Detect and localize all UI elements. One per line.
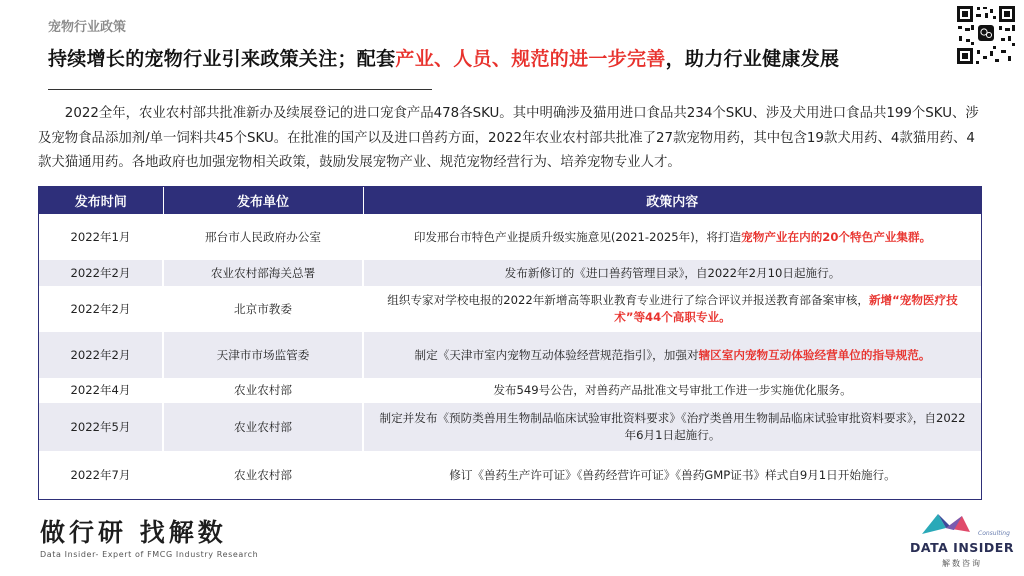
cell-date: 2022年5月 [39, 403, 163, 451]
table-row [39, 214, 981, 260]
cell-date: 2022年4月 [39, 378, 163, 403]
header-date: 发布时间 [39, 187, 163, 214]
logo-subtitle: 解数咨询 [942, 559, 982, 568]
cell-content: 制定《天津市室内宠物互动体验经营规范指引》，加强对辖区室内宠物互动体验经营单位的指导规范。 [363, 332, 981, 378]
cell-unit: 农业农村部 [163, 403, 363, 451]
cell-date: 2022年2月 [39, 332, 163, 378]
cell-content: 发布549号公告，对兽药产品批准文号审批工作进一步实施优化服务。 [363, 378, 981, 403]
cell-unit: 农业农村部海关总署 [163, 260, 363, 286]
table-row [39, 286, 981, 332]
table-row [39, 332, 981, 378]
data-insider-logo-icon [918, 510, 974, 538]
table-row [39, 403, 981, 451]
logo-name: DATA INSIDER [910, 540, 1014, 555]
highlight-text: 辖区室内宠物互动体验经营单位的指导规范 [698, 347, 919, 362]
logo-consulting: Consulting [978, 530, 1010, 537]
title-highlight: 产业、人员、规范的进一步完善 [395, 48, 666, 70]
cell-unit: 农业农村部 [163, 378, 363, 403]
cell-content: 制定并发布《预防类兽用生物制品临床试验审批资料要求》《治疗类兽用生物制品临床试验审批资料要求》，自2022年6月1日起施行。 [363, 403, 981, 451]
brand-slogan: 做行研 找解数 [40, 518, 227, 547]
page-title [48, 44, 839, 71]
cell-content: 发布新修订的《进口兽药管理目录》，自2022年2月10日起施行。 [363, 260, 981, 286]
highlight-text: 宠物产业在内的20个特色产业集群 [741, 229, 920, 244]
table-header-row [39, 187, 981, 214]
cell-date: 2022年2月 [39, 286, 163, 332]
title-part1: 持续增长的宠物行业引来政策关注；配套 [48, 48, 396, 70]
cell-date: 2022年1月 [39, 214, 163, 260]
cell-date: 2022年7月 [39, 451, 163, 499]
brand-tagline: Data Insider- Expert of FMCG Industry Research [40, 550, 259, 559]
header-content: 政策内容 [363, 187, 981, 214]
cell-content: 印发邢台市特色产业提质升级实施意见(2021-2025年)，将打造宠物产业在内的20个特色产业集群。 [363, 214, 981, 260]
intro-paragraph: 2022全年，农业农村部共批准新办及续展登记的进口宠食产品478各SKU。其中明确涉及猫用进口食品共234个SKU、涉及犬用进口食品共199个SKU、涉及宠物食品添加剂/单一饲料共45个SKU。在批准的国产以及进口兽药方面，2022年农业农村部共批准了27款宠物用药，其中包含19款犬用药、4款猫用药、4款犬猫通用药。各地政府也加强宠物相关政策，鼓励发展宠物产业、规范宠物经营行为、培养宠物专业人才。 [38, 106, 979, 170]
table-row [39, 451, 981, 499]
table-row [39, 378, 981, 403]
section-tag: 宠物行业政策 [48, 20, 127, 35]
cell-date: 2022年2月 [39, 260, 163, 286]
cell-content: 组织专家对学校电报的2022年新增高等职业教育专业进行了综合评议并报送教育部备案审核，新增“宠物医疗技术”等44个高职专业。 [363, 286, 981, 332]
cell-unit: 天津市市场监管委 [163, 332, 363, 378]
policy-table [38, 186, 982, 500]
cell-unit: 北京市教委 [163, 286, 363, 332]
cell-unit: 邢台市人民政府办公室 [163, 214, 363, 260]
cell-unit: 农业农村部 [163, 451, 363, 499]
header-unit: 发布单位 [163, 187, 363, 214]
title-divider [48, 89, 432, 90]
highlight-text: 新增“宠物医疗技术”等44个高职专业 [614, 293, 958, 324]
qr-code-icon [955, 4, 1017, 66]
title-part2: ，助力行业健康发展 [665, 48, 840, 70]
data-insider-logo [896, 510, 1014, 572]
cell-content: 修订《兽药生产许可证》《兽药经营许可证》《兽药GMP证书》样式自9月1日开始施行。 [363, 451, 981, 499]
table-row [39, 260, 981, 286]
